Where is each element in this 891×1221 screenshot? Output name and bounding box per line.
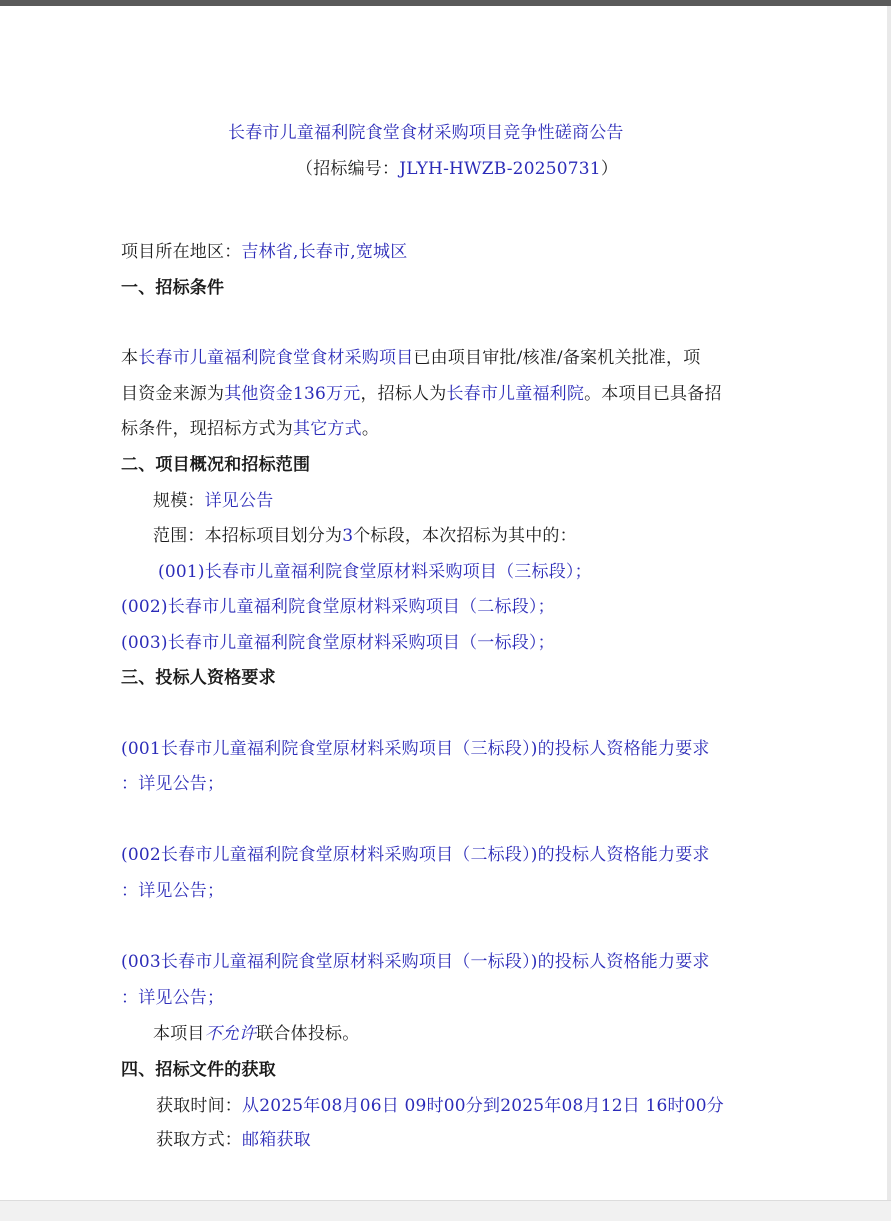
requirement-detail: ：详见公告； <box>121 988 225 1008</box>
project-name: 长春市儿童福利院食堂食材采购项目 <box>138 348 414 368</box>
section4-heading: 四、招标文件的获取 <box>121 1060 276 1080</box>
tenderer-name: 长春市儿童福利院 <box>446 384 585 404</box>
section2-heading: 二、项目概况和招标范围 <box>121 455 311 475</box>
section1-para-line3 <box>121 417 379 441</box>
text-segment: 。本项目已具备招 <box>584 384 722 404</box>
scale-value: 详见公告 <box>204 491 274 511</box>
scale-label: 规模： <box>153 491 205 511</box>
lot-item: (002)长春市儿童福利院食堂原材料采购项目（二标段）； <box>121 597 555 617</box>
text-segment: 已由项目审批/核准/备案机关批准，项 <box>413 348 701 368</box>
text-segment: 联合体投标。 <box>256 1024 360 1044</box>
lot-count: 3 <box>342 526 354 546</box>
notice-number-suffix: ） <box>600 159 619 179</box>
acquire-way-label: 获取方式： <box>156 1130 242 1150</box>
text-segment: ，招标人为 <box>360 384 447 404</box>
page-bottom-bar <box>0 1200 891 1221</box>
acquire-time-value: 从2025年08月06日 09时00分到2025年08月12日 16时00分 <box>242 1096 724 1116</box>
requirement-detail: ：详见公告； <box>121 774 225 794</box>
section1-para-line2 <box>121 382 722 406</box>
requirement-line: (003长春市儿童福利院食堂原材料采购项目（一标段）)的投标人资格能力要求 <box>121 952 710 972</box>
section3-heading: 三、投标人资格要求 <box>121 668 276 688</box>
acquire-time-line <box>156 1094 724 1118</box>
joint-bid-line <box>153 1022 359 1046</box>
acquire-way-line <box>156 1128 311 1152</box>
text-segment: 范围：本招标项目划分为 <box>153 526 343 546</box>
region-value: 吉林省,长春市,宽城区 <box>241 242 408 262</box>
text-segment: 本项目 <box>153 1024 205 1044</box>
scale-line <box>153 489 273 513</box>
notice-number-value: JLYH-HWZB-20250731 <box>399 159 601 179</box>
requirement-detail: ：详见公告； <box>121 881 225 901</box>
tender-method: 其它方式 <box>293 419 362 439</box>
section1-para-line1 <box>121 346 700 370</box>
acquire-time-label: 获取时间： <box>156 1096 242 1116</box>
fund-source: 其他资金136万元 <box>224 384 361 404</box>
region-label: 项目所在地区： <box>121 242 242 262</box>
text-segment: 。 <box>361 419 380 439</box>
requirement-line: (001长春市儿童福利院食堂原材料采购项目（三标段）)的投标人资格能力要求 <box>121 739 710 759</box>
acquire-way-value: 邮箱获取 <box>242 1130 311 1150</box>
text-segment: 目资金来源为 <box>121 384 225 404</box>
requirement-line: (002长春市儿童福利院食堂原材料采购项目（二标段）)的投标人资格能力要求 <box>121 845 710 865</box>
notice-number-prefix: （招标编号： <box>296 159 400 179</box>
joint-bid-value: 不允许 <box>204 1024 257 1044</box>
section1-heading: 一、招标条件 <box>121 278 225 298</box>
text-segment: 本 <box>121 348 139 368</box>
notice-number <box>296 157 618 181</box>
notice-title: 长春市儿童福利院食堂食材采购项目竞争性磋商公告 <box>228 123 624 143</box>
text-segment: 个标段，本次招标为其中的： <box>353 526 577 546</box>
text-segment: 标条件，现招标方式为 <box>121 419 293 439</box>
lot-item: (003)长春市儿童福利院食堂原材料采购项目（一标段）； <box>121 633 555 653</box>
scope-line <box>153 524 577 548</box>
lot-item: (001)长春市儿童福利院食堂原材料采购项目（三标段）； <box>158 562 592 582</box>
project-region <box>121 240 407 264</box>
